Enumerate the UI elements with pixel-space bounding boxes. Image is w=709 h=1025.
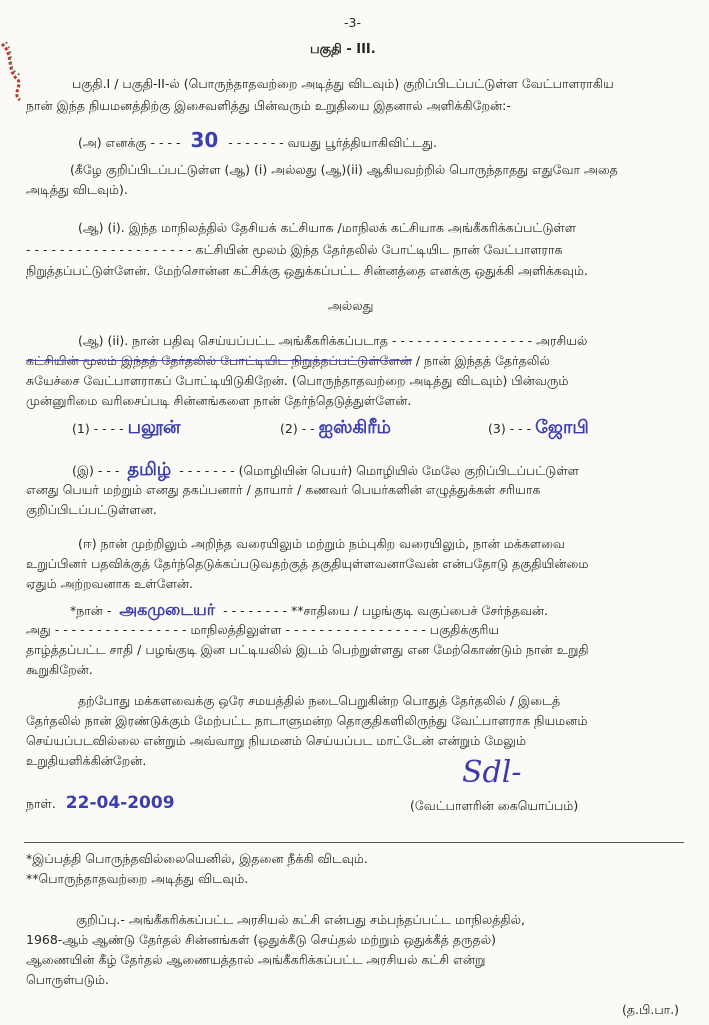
language-suffix: - - - - - - - (மொழியின் பெயர்) மொழியில் மேலே குறிப்பிடப்பட்டுள்ள [179,463,579,478]
binder-stamp-mark [0,40,26,102]
choice-marker-3: (3) [488,421,506,436]
symbol-choice-1: (1) - - - - பலூன் [72,417,181,438]
qualification-line-2: உறுப்பினர் பதவிக்குத் தேர்ந்தெடுக்கப்படுவதற்குத் தகுதியுள்ளவனாவேன் என்பதோடு தகுதியின்மை [26,556,589,571]
age-clause [78,128,438,152]
struck-party-text: கட்சியின் மூலம் இந்தத் தேர்தலில் போட்டியிட நிறுத்தப்பட்டுள்ளேன் [26,353,412,368]
clause-aa-i-line-3: நிறுத்தப்பட்டுள்ளேன். மேற்சொன்ன கட்சிக்கு ஒதுக்கப்பட்ட சின்னத்தை எனக்கு ஒதுக்கி அளிக்கவும். [26,263,588,278]
footnote-divider [24,842,684,843]
caste-line-4: கூறுகிறேன். [26,662,93,677]
remark-line-1: குறிப்பு.- அங்கீகரிக்கப்பட்ட அரசியல் கட்சி என்பது சம்பந்தப்பட்ட மாநிலத்தில், [76,912,526,927]
caste-line-3: தாழ்த்தப்பட்ட சாதி / பழங்குடி இன பட்டியலில் இடம் பெற்றுள்ளது என மேற்கொண்டும் நான் உறுதி [26,642,589,657]
caste-value: அகமுடையர் [119,600,216,619]
qualification-line-1: (ஈ) நான் முற்றிலும் அறிந்த வரையிலும் மற்றும் நம்புகிற வரையிலும், நான் மக்களவை [78,536,565,551]
signature-caption: (வேட்பாளரின் கையொப்பம்) [410,798,579,813]
election-line-1: தற்போது மக்களவைக்கு ஒரே சமயத்தில் நடைபெறுகின்ற பொதுத் தேர்தலில் / இடைத் [78,693,561,708]
strike-instruction-line-2: அடித்து விடவும்). [26,182,128,197]
election-line-3: செய்யப்படவில்லை என்றும் அவ்வாறு நியமனம் செய்யப்பட மாட்டேன் என்றும் மேலும் [26,733,527,748]
remark-line-3: ஆணையின் கீழ் தேர்தல் ஆணையத்தால் அங்கீகரிக்கப்பட்ட அரசியல் கட்சி என்று [26,952,486,967]
footnote-1: *இப்பத்தி பொருந்தவில்லையெனில், இதனை நீக்கி விடவும். [26,851,368,866]
election-line-2: தேர்தலில் நான் இரண்டுக்கும் மேற்பட்ட நாடாளுமன்ற தொகுதிகளிலிருந்து வேட்பாளராக நியமனம் [26,713,588,728]
symbol-choice-jeep: ஜோபி [535,417,589,438]
age-prefix: (அ) எனக்கு - - - - [78,135,181,150]
symbol-choice-2: (2) - - ஐஸ்கிரீம் [280,417,391,438]
page-footer: (த.பி.பா.) [622,1002,680,1017]
symbol-choice-icecream: ஐஸ்கிரீம் [318,417,391,438]
language-value: தமிழ் [127,459,172,480]
clause-aa-i-line-2: - - - - - - - - - - - - - - - - - - - - கட்சியின் மூலம் இந்த தேர்தலில் போட்டியிட நான் வேட்பாளராக [26,242,563,257]
date-value: 22-04-2009 [65,793,175,813]
clause-aa-ii-line-4: முன்னுரிமை வரிசைப்படி சின்னங்களை நான் தேர்ந்தெடுத்துள்ளேன். [26,393,412,408]
remark-line-2: 1968-ஆம் ஆண்டு தேர்தல் சின்னங்கள் (ஒதுக்கீடு செய்தல் மற்றும் ஒதுக்கீத் தருதல்) [26,932,497,947]
clause-aa-ii-line-2 [26,353,550,368]
footnote-2: **பொருந்தாதவற்றை அடித்து விடவும். [26,871,249,886]
or-label: அல்லது [328,298,374,313]
caste-prefix: *நான் - [70,603,112,618]
age-value: 30 [190,128,219,152]
caste-suffix: - - - - - - - - **சாதியை / பழங்குடி வகுப்பைச் சேர்ந்தவன். [223,603,549,618]
clause-aa-ii-line-1: (ஆ) (ii). நான் பதிவு செய்யப்பட்ட அங்கீகரிக்கப்படாத - - - - - - - - - - - - - - - - - அரசியல் [78,333,588,348]
intro-line-2: நான் இந்த நியமனத்திற்கு இசைவளித்து பின்வரும் உறுதியை இதனால் அளிக்கிறேன்:- [26,98,511,113]
caste-line-2: அது - - - - - - - - - - - - - - - - மாநிலத்திலுள்ள - - - - - - - - - - - - - - - - - பகுதிக்குரிய [26,622,500,637]
age-suffix: - - - - - - - வயது பூர்த்தியாகிவிட்டது. [228,135,438,150]
language-prefix: (இ) - - - [72,463,120,478]
remark-line-4: பொருள்படும். [26,972,109,987]
date-line [26,793,175,813]
strike-instruction-line-1: (கீழே குறிப்பிடப்பட்டுள்ள (ஆ) (i) அல்லது (ஆ)(ii) ஆகியவற்றில் பொருந்தாதது எதுவோ அதை [70,162,618,177]
date-label: நாள். [26,796,56,811]
caste-clause [70,602,548,618]
part-title: பகுதி - III. [310,42,376,57]
choice-marker-1: (1) [72,421,90,436]
clause-aa-i-line-1: (ஆ) (i). இந்த மாநிலத்தில் தேசியக் கட்சியாக /மாநிலக் கட்சியாக அங்கீகரிக்கப்பட்டுள்ள [78,220,577,235]
page-number: -3- [344,15,361,30]
election-line-4: உறுதியளிக்கின்றேன். [26,753,147,768]
symbol-choice-3: (3) - - - ஜோபி [488,417,589,438]
independent-text: / நான் இந்தத் தேர்தலில் [411,353,550,368]
language-clause [72,459,579,480]
language-clause-line-3: குறிப்பிடப்பட்டுள்ளன. [26,502,157,517]
choice-marker-2: (2) [280,421,298,436]
language-clause-line-2: எனது பெயர் மற்றும் எனது தகப்பனார் / தாயார் / கணவர் பெயர்களின் எழுத்துக்கள் சரியாக [26,482,541,497]
intro-line-1: பகுதி.I / பகுதி-II-ல் (பொருந்தாதவற்றை அடித்து விடவும்) குறிப்பிடப்பட்டுள்ள வேட்பாளராகிய [72,76,614,91]
candidate-signature: Sdl- [462,755,522,790]
qualification-line-3: ஏதும் அற்றவனாக உள்ளேன். [26,576,193,591]
clause-aa-ii-line-3: சுயேச்சை வேட்பாளராகப் போட்டியிடுகிறேன். (பொருந்தாதவற்றை அடித்து விடவும்) பின்வரும் [26,373,569,388]
symbol-choice-balloon: பலூன் [127,417,181,438]
